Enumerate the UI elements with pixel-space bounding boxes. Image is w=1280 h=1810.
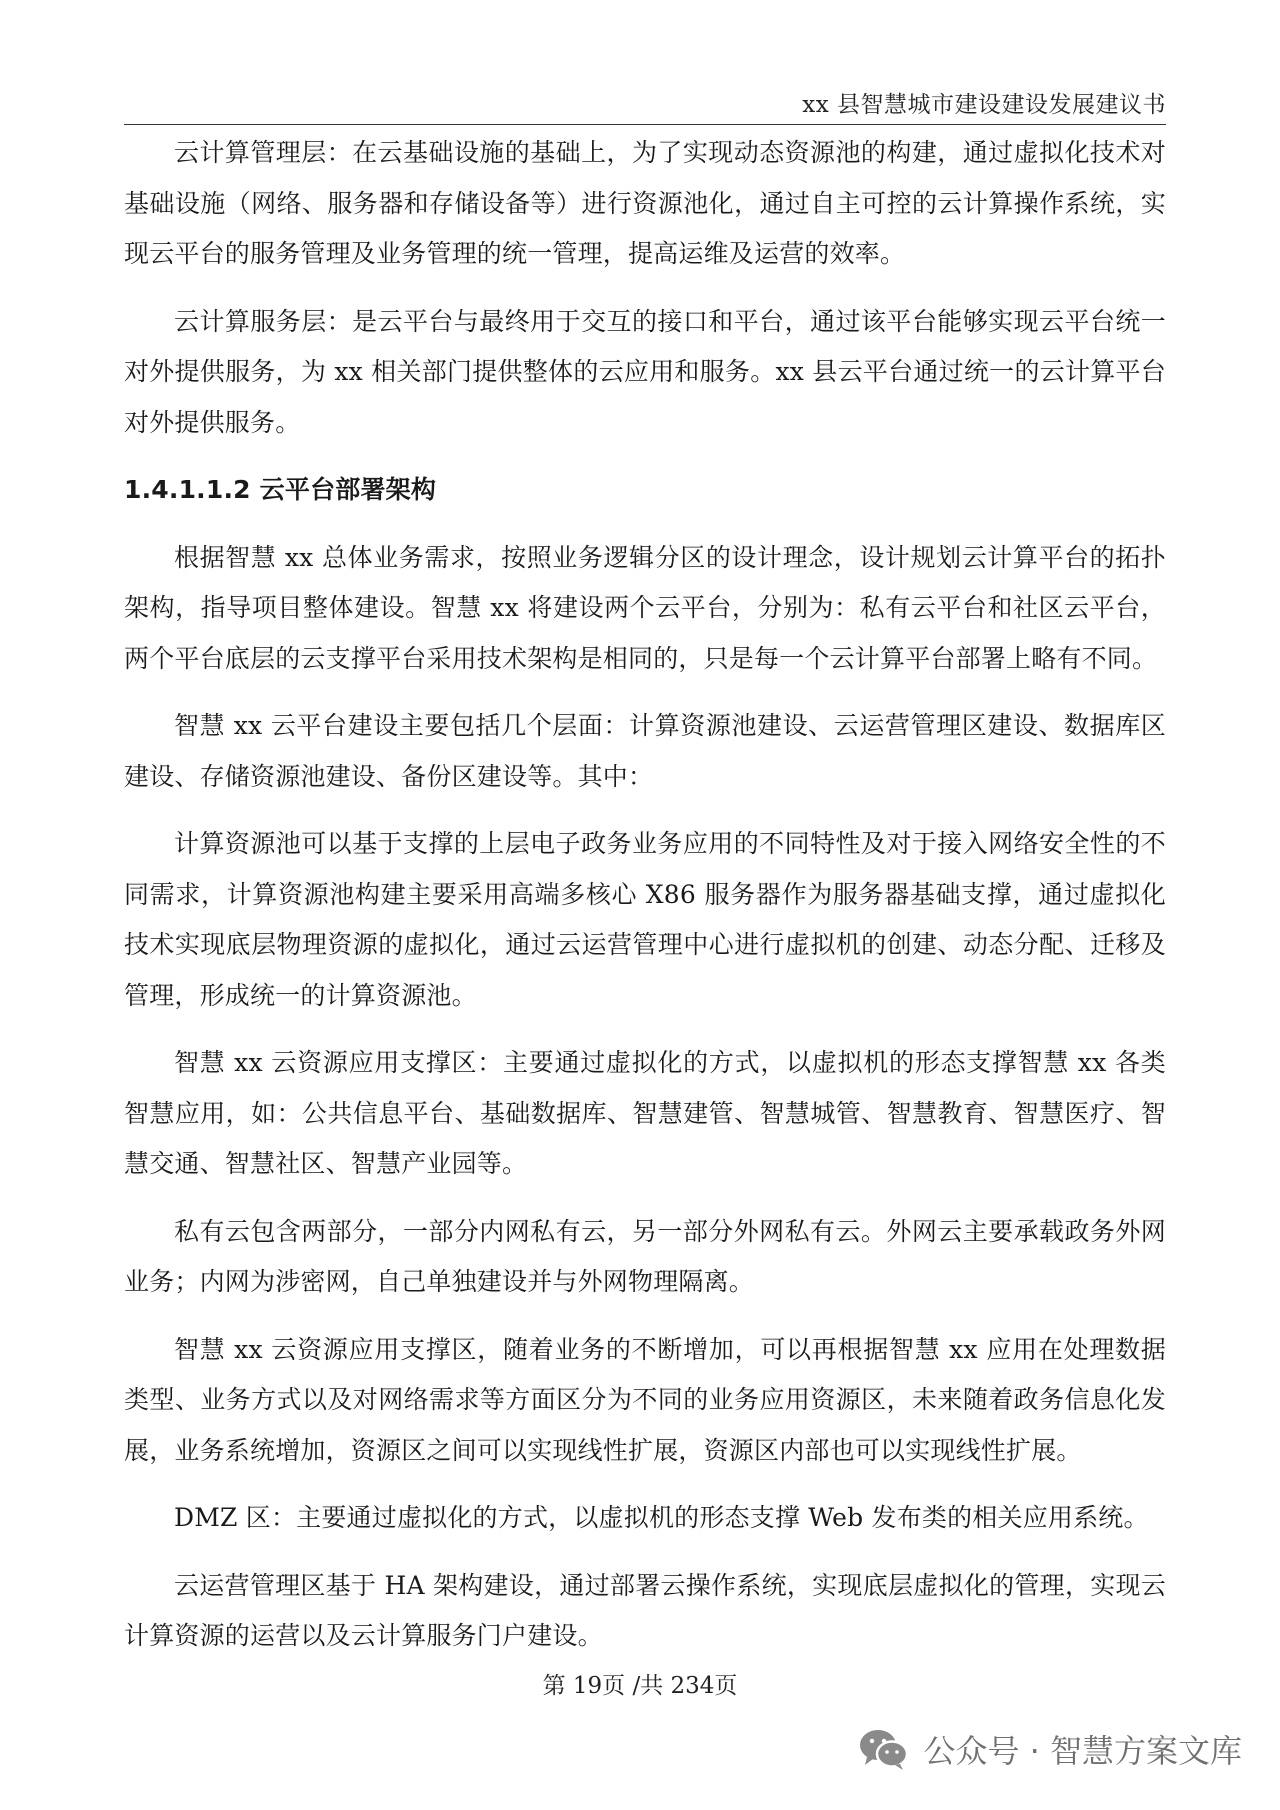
- paragraph: DMZ 区：主要通过虚拟化的方式，以虚拟机的形态支撑 Web 发布类的相关应用系统。: [174, 1503, 1149, 1532]
- section-heading: 1.4.1.1.2 云平台部署架构: [124, 475, 437, 504]
- watermark: [857, 1722, 1242, 1776]
- wechat-icon: [857, 1726, 911, 1772]
- document-title: xx 县智慧城市建设建设发展建议书: [802, 92, 1166, 118]
- watermark-text: 公众号 · 智慧方案文库: [923, 1732, 1242, 1770]
- paragraph: 计算资源池可以基于支撑的上层电子政务业务应用的不同特性及对于接入网络安全性的不同需求，计算资源池构建主要采用高端多核心 X86 服务器作为服务器基础支撑，通过虚拟化技术实现底层物理资源的虚拟化，通过云运营管理中心进行虚拟机的创建、动态分配、迁移及管理，形成统一的计算资源池。: [124, 829, 1166, 1010]
- page-number: 第 19页 /共 234页: [542, 1673, 738, 1699]
- document-body: [124, 128, 1166, 1679]
- paragraph: 智慧 xx 云资源应用支撑区，随着业务的不断增加，可以再根据智慧 xx 应用在处理数据类型、业务方式以及对网络需求等方面区分为不同的业务应用资源区，未来随着政务信息化发展，业务系统增加，资源区之间可以实现线性扩展，资源区内部也可以实现线性扩展。: [124, 1334, 1166, 1465]
- paragraph: 云计算管理层：在云基础设施的基础上，为了实现动态资源池的构建，通过虚拟化技术对基础设施（网络、服务器和存储设备等）进行资源池化，通过自主可控的云计算操作系统，实现云平台的服务管理及业务管理的统一管理，提高运维及运营的效率。: [124, 138, 1166, 268]
- paragraph: 智慧 xx 云平台建设主要包括几个层面：计算资源池建设、云运营管理区建设、数据库区建设、存储资源池建设、备份区建设等。其中：: [124, 711, 1166, 791]
- paragraph: 云运营管理区基于 HA 架构建设，通过部署云操作系统，实现底层虚拟化的管理，实现云计算资源的运营以及云计算服务门户建设。: [124, 1570, 1166, 1650]
- paragraph: 智慧 xx 云资源应用支撑区：主要通过虚拟化的方式，以虚拟机的形态支撑智慧 xx 各类智慧应用，如：公共信息平台、基础数据库、智慧建管、智慧城管、智慧教育、智慧医疗、智慧交通、智慧社区、智慧产业园等。: [124, 1048, 1166, 1178]
- paragraph: 私有云包含两部分，一部分内网私有云，另一部分外网私有云。外网云主要承载政务外网业务；内网为涉密网，自己单独建设并与外网物理隔离。: [124, 1216, 1166, 1296]
- page-header: [124, 88, 1166, 125]
- paragraph: 云计算服务层：是云平台与最终用于交互的接口和平台，通过该平台能够实现云平台统一对外提供服务，为 xx 相关部门提供整体的云应用和服务。xx 县云平台通过统一的云计算平台对外提供服务。: [124, 306, 1166, 437]
- paragraph: 根据智慧 xx 总体业务需求，按照业务逻辑分区的设计理念，设计规划云计算平台的拓扑架构，指导项目整体建设。智慧 xx 将建设两个云平台，分别为：私有云平台和社区云平台，两个平台底层的云支撑平台采用技术架构是相同的，只是每一个云计算平台部署上略有不同。: [124, 542, 1166, 673]
